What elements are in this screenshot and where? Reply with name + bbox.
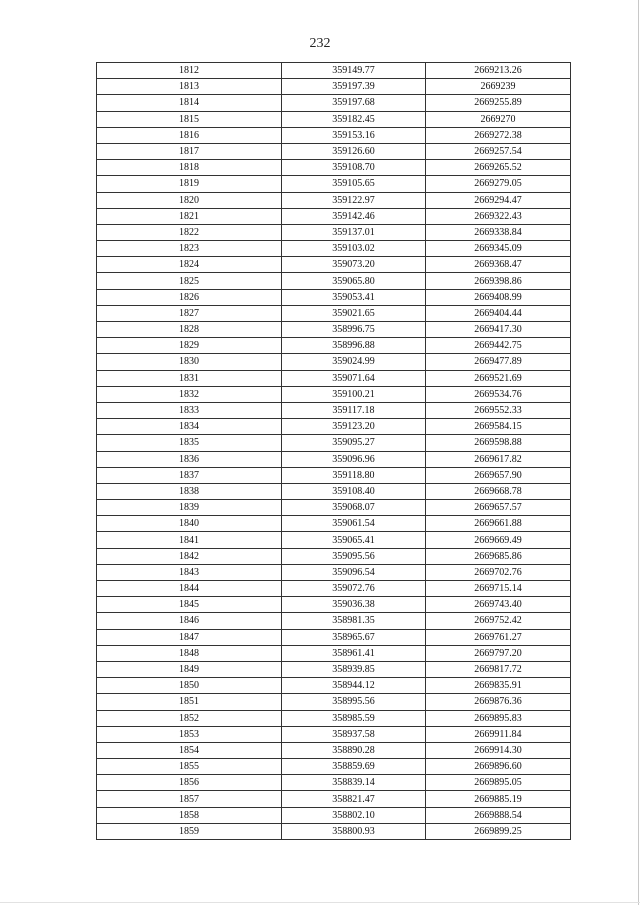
table-row: [97, 661, 571, 677]
point-number-cell: 1837: [97, 467, 282, 483]
x-coordinate-cell: 359117.18: [282, 402, 426, 418]
table-row: [97, 289, 571, 305]
y-coordinate-cell: 2669761.27: [426, 629, 571, 645]
point-number-cell: 1814: [97, 95, 282, 111]
table-row: [97, 435, 571, 451]
point-number-cell: 1854: [97, 742, 282, 758]
y-coordinate-cell: 2669888.54: [426, 807, 571, 823]
x-coordinate-cell: 358859.69: [282, 759, 426, 775]
point-number-cell: 1839: [97, 500, 282, 516]
y-coordinate-cell: 2669477.89: [426, 354, 571, 370]
table-row: [97, 208, 571, 224]
point-number-cell: 1856: [97, 775, 282, 791]
y-coordinate-cell: 2669911.84: [426, 726, 571, 742]
y-coordinate-cell: 2669322.43: [426, 208, 571, 224]
point-number-cell: 1820: [97, 192, 282, 208]
x-coordinate-cell: 358995.56: [282, 694, 426, 710]
table-row: [97, 322, 571, 338]
y-coordinate-cell: 2669239: [426, 79, 571, 95]
x-coordinate-cell: 359068.07: [282, 500, 426, 516]
table-row: [97, 629, 571, 645]
table-row: [97, 338, 571, 354]
table-row: [97, 273, 571, 289]
x-coordinate-cell: 359103.02: [282, 241, 426, 257]
point-number-cell: 1842: [97, 548, 282, 564]
point-number-cell: 1821: [97, 208, 282, 224]
table-row: [97, 386, 571, 402]
x-coordinate-cell: 359142.46: [282, 208, 426, 224]
table-row: [97, 354, 571, 370]
table-row: [97, 95, 571, 111]
x-coordinate-cell: 359095.56: [282, 548, 426, 564]
x-coordinate-cell: 359100.21: [282, 386, 426, 402]
point-number-cell: 1827: [97, 305, 282, 321]
y-coordinate-cell: 2669417.30: [426, 322, 571, 338]
y-coordinate-cell: 2669657.90: [426, 467, 571, 483]
point-number-cell: 1853: [97, 726, 282, 742]
table-row: [97, 176, 571, 192]
table-row: [97, 451, 571, 467]
y-coordinate-cell: 2669255.89: [426, 95, 571, 111]
y-coordinate-cell: 2669797.20: [426, 645, 571, 661]
table-row: [97, 564, 571, 580]
y-coordinate-cell: 2669257.54: [426, 143, 571, 159]
x-coordinate-cell: 359108.70: [282, 160, 426, 176]
y-coordinate-cell: 2669404.44: [426, 305, 571, 321]
y-coordinate-cell: 2669899.25: [426, 823, 571, 839]
point-number-cell: 1847: [97, 629, 282, 645]
point-number-cell: 1813: [97, 79, 282, 95]
point-number-cell: 1855: [97, 759, 282, 775]
y-coordinate-cell: 2669895.83: [426, 710, 571, 726]
y-coordinate-cell: 2669521.69: [426, 370, 571, 386]
y-coordinate-cell: 2669345.09: [426, 241, 571, 257]
point-number-cell: 1819: [97, 176, 282, 192]
y-coordinate-cell: 2669715.14: [426, 581, 571, 597]
y-coordinate-cell: 2669876.36: [426, 694, 571, 710]
x-coordinate-cell: 358944.12: [282, 678, 426, 694]
x-coordinate-cell: 358965.67: [282, 629, 426, 645]
x-coordinate-cell: 359105.65: [282, 176, 426, 192]
y-coordinate-cell: 2669657.57: [426, 500, 571, 516]
point-number-cell: 1823: [97, 241, 282, 257]
point-number-cell: 1835: [97, 435, 282, 451]
y-coordinate-cell: 2669895.05: [426, 775, 571, 791]
point-number-cell: 1830: [97, 354, 282, 370]
table-row: [97, 224, 571, 240]
point-number-cell: 1844: [97, 581, 282, 597]
x-coordinate-cell: 359096.96: [282, 451, 426, 467]
x-coordinate-cell: 359137.01: [282, 224, 426, 240]
x-coordinate-cell: 358890.28: [282, 742, 426, 758]
y-coordinate-cell: 2669752.42: [426, 613, 571, 629]
point-number-cell: 1859: [97, 823, 282, 839]
point-number-cell: 1818: [97, 160, 282, 176]
point-number-cell: 1841: [97, 532, 282, 548]
x-coordinate-cell: 359123.20: [282, 419, 426, 435]
point-number-cell: 1833: [97, 402, 282, 418]
table-row: [97, 257, 571, 273]
x-coordinate-cell: 359053.41: [282, 289, 426, 305]
table-row: [97, 419, 571, 435]
x-coordinate-cell: 358996.75: [282, 322, 426, 338]
table-row: [97, 467, 571, 483]
y-coordinate-cell: 2669896.60: [426, 759, 571, 775]
table-row: [97, 597, 571, 613]
table-row: [97, 483, 571, 499]
point-number-cell: 1843: [97, 564, 282, 580]
x-coordinate-cell: 359073.20: [282, 257, 426, 273]
y-coordinate-cell: 2669885.19: [426, 791, 571, 807]
point-number-cell: 1849: [97, 661, 282, 677]
table-row: [97, 807, 571, 823]
y-coordinate-cell: 2669685.86: [426, 548, 571, 564]
y-coordinate-cell: 2669668.78: [426, 483, 571, 499]
point-number-cell: 1857: [97, 791, 282, 807]
y-coordinate-cell: 2669279.05: [426, 176, 571, 192]
x-coordinate-cell: 359197.68: [282, 95, 426, 111]
x-coordinate-cell: 359197.39: [282, 79, 426, 95]
y-coordinate-cell: 2669272.38: [426, 127, 571, 143]
x-coordinate-cell: 358939.85: [282, 661, 426, 677]
table-row: [97, 111, 571, 127]
point-number-cell: 1848: [97, 645, 282, 661]
x-coordinate-cell: 359024.99: [282, 354, 426, 370]
x-coordinate-cell: 358981.35: [282, 613, 426, 629]
table-row: [97, 710, 571, 726]
point-number-cell: 1831: [97, 370, 282, 386]
table-row: [97, 160, 571, 176]
point-number-cell: 1815: [97, 111, 282, 127]
point-number-cell: 1828: [97, 322, 282, 338]
point-number-cell: 1816: [97, 127, 282, 143]
table-row: [97, 581, 571, 597]
point-number-cell: 1852: [97, 710, 282, 726]
point-number-cell: 1840: [97, 516, 282, 532]
x-coordinate-cell: 359065.41: [282, 532, 426, 548]
y-coordinate-cell: 2669442.75: [426, 338, 571, 354]
y-coordinate-cell: 2669669.49: [426, 532, 571, 548]
point-number-cell: 1845: [97, 597, 282, 613]
x-coordinate-cell: 359096.54: [282, 564, 426, 580]
point-number-cell: 1822: [97, 224, 282, 240]
x-coordinate-cell: 358996.88: [282, 338, 426, 354]
x-coordinate-cell: 358802.10: [282, 807, 426, 823]
point-number-cell: 1824: [97, 257, 282, 273]
table-row: [97, 726, 571, 742]
y-coordinate-cell: 2669368.47: [426, 257, 571, 273]
point-number-cell: 1846: [97, 613, 282, 629]
y-coordinate-cell: 2669598.88: [426, 435, 571, 451]
x-coordinate-cell: 359095.27: [282, 435, 426, 451]
table-row: [97, 532, 571, 548]
scan-edge-right: [638, 0, 639, 905]
point-number-cell: 1829: [97, 338, 282, 354]
y-coordinate-cell: 2669265.52: [426, 160, 571, 176]
table-row: [97, 775, 571, 791]
point-number-cell: 1825: [97, 273, 282, 289]
x-coordinate-cell: 358961.41: [282, 645, 426, 661]
table-row: [97, 143, 571, 159]
x-coordinate-cell: 359065.80: [282, 273, 426, 289]
y-coordinate-cell: 2669213.26: [426, 63, 571, 79]
point-number-cell: 1826: [97, 289, 282, 305]
x-coordinate-cell: 359061.54: [282, 516, 426, 532]
table-row: [97, 759, 571, 775]
x-coordinate-cell: 359071.64: [282, 370, 426, 386]
table-row: [97, 370, 571, 386]
y-coordinate-cell: 2669661.88: [426, 516, 571, 532]
x-coordinate-cell: 359126.60: [282, 143, 426, 159]
table-row: [97, 79, 571, 95]
x-coordinate-cell: 358985.59: [282, 710, 426, 726]
table-row: [97, 500, 571, 516]
point-number-cell: 1838: [97, 483, 282, 499]
point-number-cell: 1834: [97, 419, 282, 435]
x-coordinate-cell: 359118.80: [282, 467, 426, 483]
x-coordinate-cell: 358937.58: [282, 726, 426, 742]
y-coordinate-cell: 2669702.76: [426, 564, 571, 580]
x-coordinate-cell: 359021.65: [282, 305, 426, 321]
x-coordinate-cell: 359036.38: [282, 597, 426, 613]
table-row: [97, 823, 571, 839]
y-coordinate-cell: 2669294.47: [426, 192, 571, 208]
x-coordinate-cell: 359149.77: [282, 63, 426, 79]
coordinate-table: [96, 62, 571, 840]
y-coordinate-cell: 2669914.30: [426, 742, 571, 758]
table-row: [97, 645, 571, 661]
point-number-cell: 1836: [97, 451, 282, 467]
point-number-cell: 1817: [97, 143, 282, 159]
table-row: [97, 694, 571, 710]
y-coordinate-cell: 2669835.91: [426, 678, 571, 694]
table-row: [97, 127, 571, 143]
point-number-cell: 1850: [97, 678, 282, 694]
table-row: [97, 63, 571, 79]
x-coordinate-cell: 359122.97: [282, 192, 426, 208]
page-number: 232: [309, 36, 331, 51]
table-row: [97, 548, 571, 564]
table-row: [97, 678, 571, 694]
y-coordinate-cell: 2669398.86: [426, 273, 571, 289]
table-row: [97, 742, 571, 758]
table-row: [97, 613, 571, 629]
y-coordinate-cell: 2669338.84: [426, 224, 571, 240]
y-coordinate-cell: 2669584.15: [426, 419, 571, 435]
table-row: [97, 402, 571, 418]
x-coordinate-cell: 359072.76: [282, 581, 426, 597]
x-coordinate-cell: 358800.93: [282, 823, 426, 839]
y-coordinate-cell: 2669534.76: [426, 386, 571, 402]
scan-edge-bottom: [0, 902, 640, 903]
y-coordinate-cell: 2669408.99: [426, 289, 571, 305]
y-coordinate-cell: 2669817.72: [426, 661, 571, 677]
point-number-cell: 1832: [97, 386, 282, 402]
table-row: [97, 791, 571, 807]
table-row: [97, 192, 571, 208]
y-coordinate-cell: 2669552.33: [426, 402, 571, 418]
y-coordinate-cell: 2669743.40: [426, 597, 571, 613]
x-coordinate-cell: 359153.16: [282, 127, 426, 143]
x-coordinate-cell: 359182.45: [282, 111, 426, 127]
table-row: [97, 305, 571, 321]
point-number-cell: 1858: [97, 807, 282, 823]
table-row: [97, 241, 571, 257]
x-coordinate-cell: 358821.47: [282, 791, 426, 807]
y-coordinate-cell: 2669617.82: [426, 451, 571, 467]
point-number-cell: 1851: [97, 694, 282, 710]
x-coordinate-cell: 358839.14: [282, 775, 426, 791]
table-row: [97, 516, 571, 532]
x-coordinate-cell: 359108.40: [282, 483, 426, 499]
coordinate-table-body: [97, 63, 571, 840]
point-number-cell: 1812: [97, 63, 282, 79]
y-coordinate-cell: 2669270: [426, 111, 571, 127]
